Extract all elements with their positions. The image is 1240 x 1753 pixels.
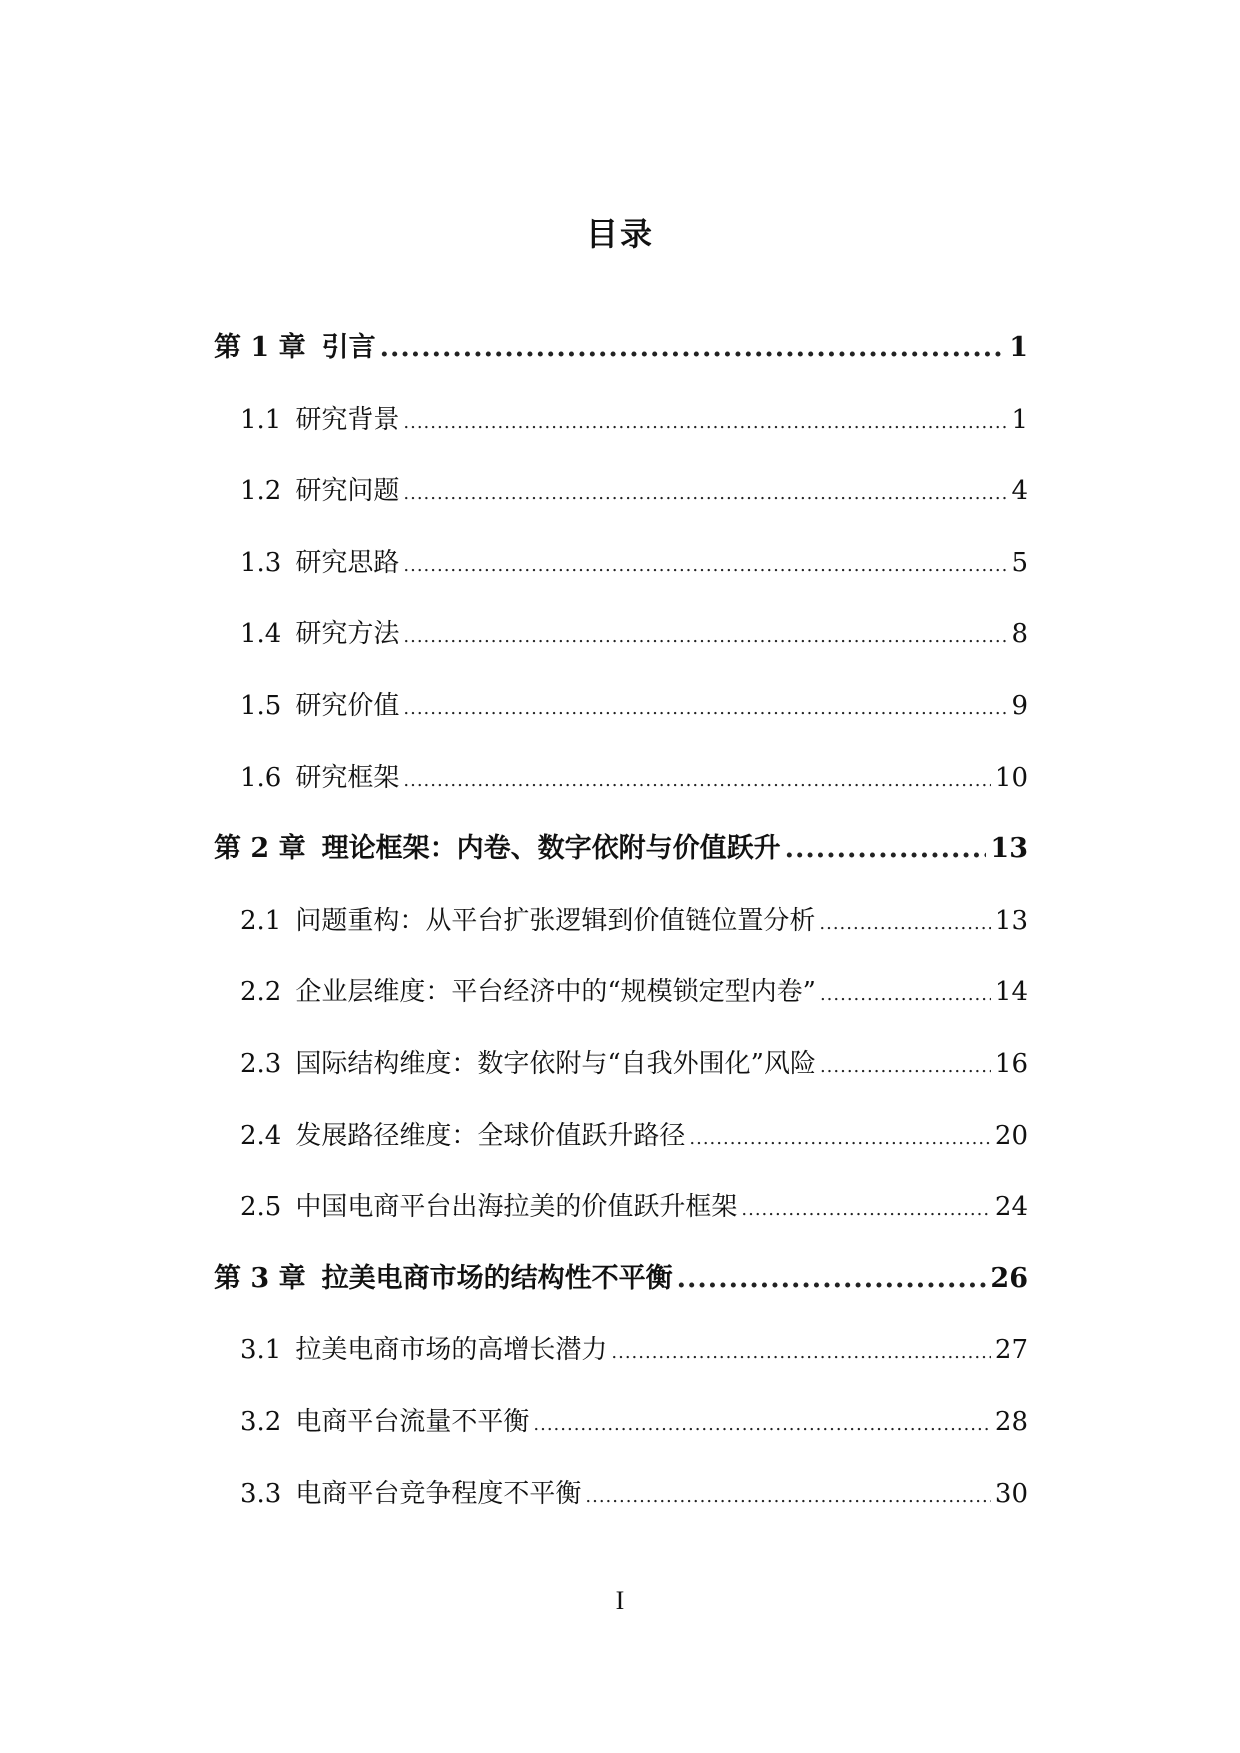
toc-entry-label [214,1261,673,1297]
toc-entry-page: 16 [994,1048,1028,1079]
dot-leader [403,405,1007,441]
toc-title: 目录 [585,215,654,253]
toc-entry-title: 研究价值 [295,690,400,721]
dot-leader [820,977,991,1013]
dot-leader [741,1192,991,1228]
toc-entry-title: 电商平台竞争程度不平衡 [295,1478,582,1509]
dot-leader [819,906,991,942]
toc-entry-number: 2.5 [240,1192,282,1223]
dot-leader [820,1049,991,1085]
toc-entry-number: 1.5 [240,690,282,721]
toc-entry-section-1-2[interactable] [214,473,1028,545]
toc-entry-label [240,473,399,509]
toc-entry-page: 13 [990,833,1028,865]
toc-entry-label [240,1476,581,1512]
toc-entry-page: 28 [994,1406,1028,1437]
toc-entry-page: 5 [1011,547,1028,578]
toc-entry-section-2-4[interactable] [214,1118,1028,1190]
toc-list [214,330,1028,1547]
toc-entry-number: 2.4 [240,1120,282,1151]
toc-entry-page: 4 [1011,476,1028,507]
toc-entry-title: 拉美电商市场的高增长潜力 [295,1335,608,1366]
toc-entry-title: 电商平台流量不平衡 [295,1406,530,1437]
toc-entry-title: 研究背景 [295,404,400,435]
toc-entry-section-2-1[interactable] [214,903,1028,975]
toc-entry-title: 拉美电商市场的结构性不平衡 [321,1262,673,1294]
toc-entry-label [240,903,815,939]
toc-entry-chapter-1[interactable] [214,330,1028,402]
toc-entry-title: 国际结构维度：数字依附与“自我外围化”风险 [295,1048,816,1079]
toc-entry-page: 1 [1009,332,1028,363]
toc-entry-label [240,545,399,581]
toc-entry-number: 1.4 [240,619,282,650]
toc-entry-title: 理论框架：内卷、数字依附与价值跃升 [321,833,781,865]
toc-entry-page: 14 [994,977,1028,1008]
dot-leader [611,1335,991,1371]
toc-entry-page: 27 [994,1335,1028,1366]
toc-entry-number: 1.1 [240,404,282,435]
toc-entry-number: 2.3 [240,1048,282,1079]
toc-entry-chapter-3[interactable] [214,1261,1028,1333]
dot-leader [689,1121,991,1157]
toc-entry-page: 1 [1011,404,1028,435]
toc-entry-label [240,760,399,796]
toc-entry-section-2-3[interactable] [214,1046,1028,1118]
toc-entry-page: 26 [990,1262,1028,1294]
dot-leader [677,1261,987,1297]
toc-entry-label [240,402,399,438]
toc-entry-number: 第 1 章 [214,332,306,363]
toc-entry-page: 9 [1011,690,1028,721]
toc-entry-number: 第 3 章 [214,1262,306,1294]
toc-entry-number: 1.6 [240,762,282,793]
toc-entry-section-2-5[interactable] [214,1189,1028,1261]
toc-entry-number: 2.2 [240,977,282,1008]
dot-leader [585,1479,991,1515]
toc-entry-title: 发展路径维度：全球价值跃升路径 [295,1120,686,1151]
page-number: I [615,1586,625,1615]
dot-leader [403,548,1007,584]
toc-entry-section-1-6[interactable] [214,760,1028,832]
toc-entry-label [240,1404,529,1440]
toc-entry-section-3-1[interactable] [214,1332,1028,1404]
toc-entry-label [240,1189,737,1225]
dot-leader [403,619,1007,655]
toc-entry-number: 1.3 [240,547,282,578]
toc-entry-label [240,1118,685,1154]
dot-leader [403,763,991,799]
toc-entry-number: 3.2 [240,1406,282,1437]
toc-entry-page: 20 [994,1120,1028,1151]
dot-leader [785,831,987,867]
toc-entry-title: 企业层维度：平台经济中的“规模锁定型内卷” [295,977,816,1008]
toc-entry-label [214,831,781,867]
toc-entry-page: 8 [1011,619,1028,650]
toc-entry-number: 3.1 [240,1335,282,1366]
toc-entry-section-1-5[interactable] [214,688,1028,760]
toc-entry-title: 问题重构：从平台扩张逻辑到价值链位置分析 [295,905,816,936]
toc-entry-section-1-3[interactable] [214,545,1028,617]
toc-entry-number: 2.1 [240,905,282,936]
toc-entry-label [240,1046,816,1082]
toc-entry-number: 1.2 [240,476,282,507]
toc-entry-title: 研究框架 [295,762,400,793]
toc-entry-label [240,974,816,1010]
toc-entry-label [240,688,399,724]
toc-entry-label [214,330,376,366]
toc-entry-title: 研究问题 [295,476,400,507]
toc-entry-title: 研究思路 [295,547,400,578]
dot-leader [403,476,1007,512]
toc-entry-page: 24 [994,1192,1028,1223]
toc-entry-title: 研究方法 [295,619,400,650]
dot-leader [403,691,1007,727]
dot-leader [380,330,1006,366]
toc-entry-chapter-2[interactable] [214,831,1028,903]
toc-entry-section-1-4[interactable] [214,616,1028,688]
toc-entry-section-1-1[interactable] [214,402,1028,474]
toc-entry-label [240,616,399,652]
dot-leader [533,1407,991,1443]
toc-entry-section-3-2[interactable] [214,1404,1028,1476]
toc-entry-title: 引言 [321,332,376,363]
toc-entry-page: 13 [994,905,1028,936]
toc-entry-page: 10 [994,762,1028,793]
toc-entry-number: 第 2 章 [214,833,306,865]
toc-entry-page: 30 [994,1478,1028,1509]
toc-entry-title: 中国电商平台出海拉美的价值跃升框架 [295,1192,738,1223]
toc-entry-section-3-3[interactable] [214,1476,1028,1548]
toc-entry-number: 3.3 [240,1478,282,1509]
toc-entry-label [240,1332,607,1368]
toc-entry-section-2-2[interactable] [214,974,1028,1046]
